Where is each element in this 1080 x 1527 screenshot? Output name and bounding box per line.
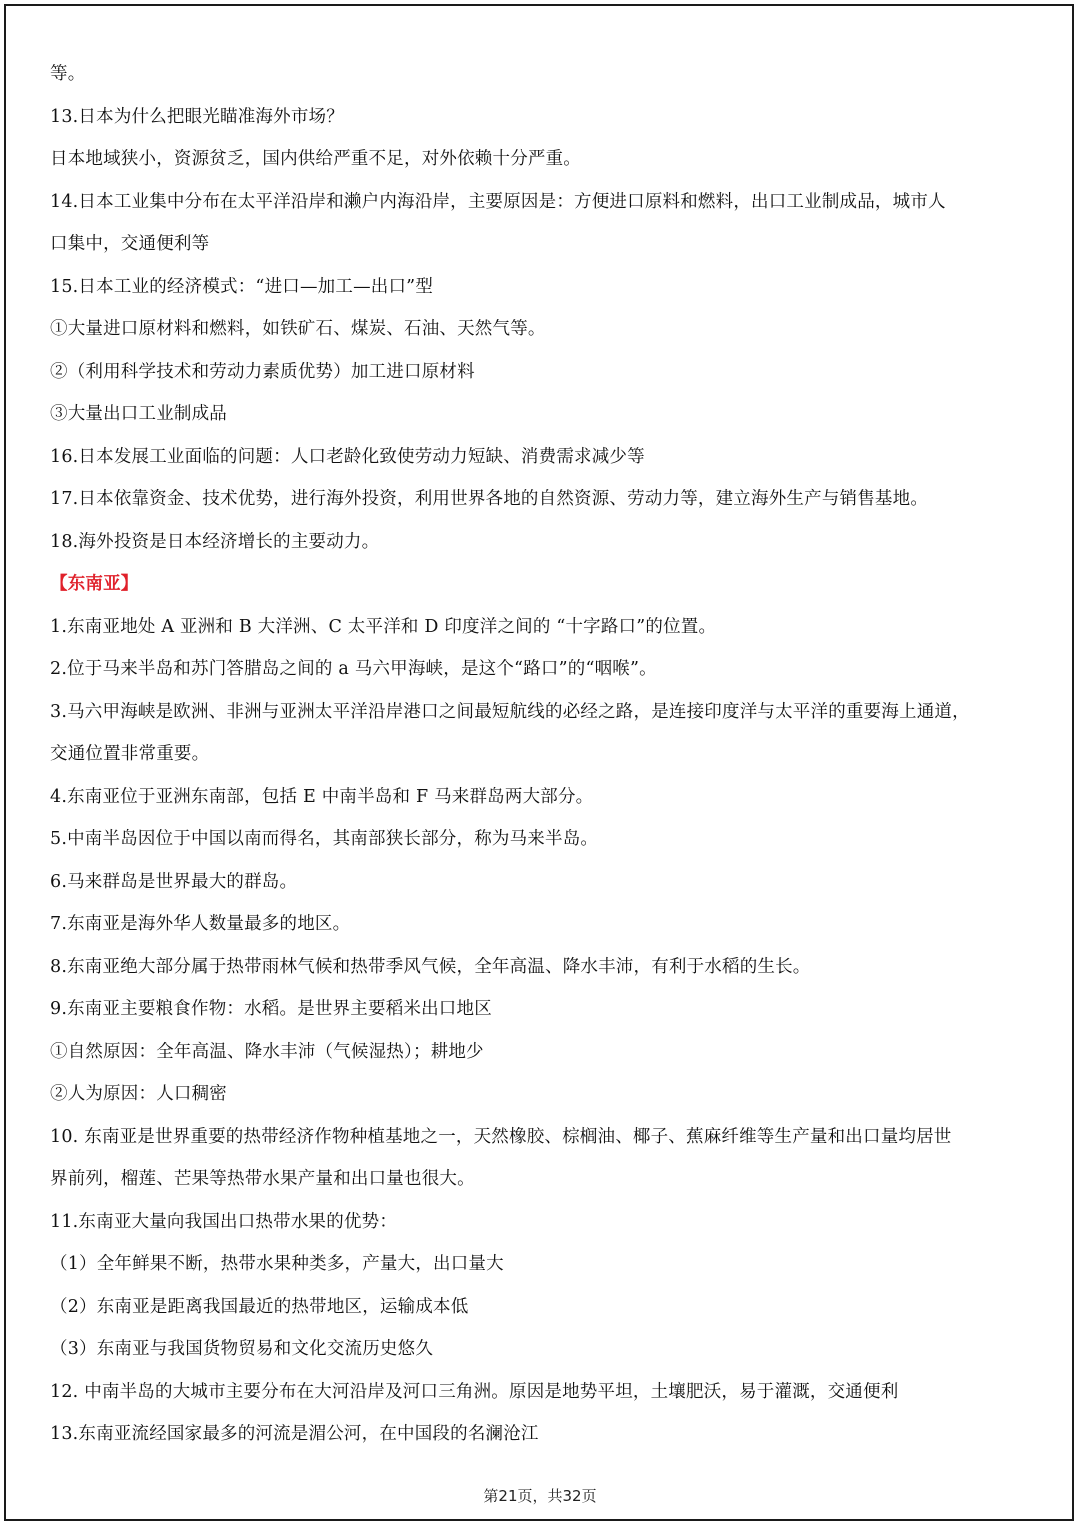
item-3: 3.马六甲海峡是欧洲、非洲与亚洲太平洋沿岸港口之间最短航线的必经之路，是连接印度洋与太平洋的重要海上通道， — [50, 701, 970, 722]
sub-item: （2）东南亚是距离我国最近的热带地区，运输成本低 — [50, 1296, 469, 1317]
page-number: 第21页，共32页 — [483, 1487, 597, 1505]
item-18: 18.海外投资是日本经济增长的主要动力。 — [50, 531, 380, 552]
item-13: 13.东南亚流经国家最多的河流是湄公河，在中国段的名澜沧江 — [50, 1424, 539, 1444]
sub-item: ①大量进口原材料和燃料，如铁矿石、煤炭、石油、天然气等。 — [50, 319, 546, 339]
item-8: 8.东南亚绝大部分属于热带雨林气候和热带季风气候，全年高温、降水丰沛，有利于水稻的生长。 — [50, 956, 811, 977]
text-line: 等。 — [50, 64, 86, 84]
item-5: 5.中南半岛因位于中国以南而得名，其南部狭长部分，称为马来半岛。 — [50, 829, 599, 849]
answer-line: 日本地域狭小，资源贫乏，国内供给严重不足，对外依赖十分严重。 — [50, 149, 581, 169]
section-heading-southeast-asia: 【东南亚】 — [50, 574, 139, 594]
sub-item: （1）全年鲜果不断，热带水果种类多，产量大，出口量大 — [50, 1254, 504, 1274]
sub-item: ③大量出口工业制成品 — [50, 404, 227, 424]
item-17: 17.日本依靠资金、技术优势，进行海外投资，利用世界各地的自然资源、劳动力等，建立海外生产与销售基地。 — [50, 489, 929, 509]
sub-item: ②人为原因：人口稠密 — [50, 1084, 227, 1104]
item-10: 10. 东南亚是世界重要的热带经济作物种植基地之一，天然橡胶、棕榈油、椰子、蕉麻纤维等生产量和出口量均居世 — [50, 1126, 952, 1147]
item-7: 7.东南亚是海外华人数量最多的地区。 — [50, 914, 351, 934]
item-6: 6.马来群岛是世界最大的群岛。 — [50, 871, 298, 892]
item-16: 16.日本发展工业面临的问题：人口老龄化致使劳动力短缺、消费需求减少等 — [50, 446, 645, 467]
sub-item: ②（利用科学技术和劳动力素质优势）加工进口原材料 — [50, 361, 475, 382]
item-2: 2.位于马来半岛和苏门答腊岛之间的 a 马六甲海峡，是这个“路口”的“咽喉”。 — [50, 659, 657, 679]
item-12: 12. 中南半岛的大城市主要分布在大河沿岸及河口三角洲。原因是地势平坦，土壤肥沃，易于灌溉，交通便利 — [50, 1381, 899, 1402]
item-11: 11.东南亚大量向我国出口热带水果的优势： — [50, 1211, 398, 1232]
item-14-continued: 口集中，交通便利等 — [50, 234, 210, 254]
question-13-japan: 13.日本为什么把眼光瞄准海外市场？ — [50, 106, 344, 127]
item-14: 14.日本工业集中分布在太平洋沿岸和濑户内海沿岸，主要原因是：方便进口原料和燃料，出口工业制成品，城市人 — [50, 191, 946, 212]
item-3-continued: 交通位置非常重要。 — [50, 744, 210, 764]
sub-item: （3）东南亚与我国货物贸易和文化交流历史悠久 — [50, 1339, 434, 1359]
item-9: 9.东南亚主要粮食作物：水稻。是世界主要稻米出口地区 — [50, 999, 492, 1019]
item-15: 15.日本工业的经济模式：“进口—加工—出口”型 — [50, 276, 434, 297]
item-4: 4.东南亚位于亚洲东南部，包括 E 中南半岛和 F 马来群岛两大部分。 — [50, 786, 594, 807]
item-10-continued: 界前列，榴莲、芒果等热带水果产量和出口量也很大。 — [50, 1169, 475, 1189]
document-body — [50, 53, 1035, 1456]
sub-item: ①自然原因：全年高温、降水丰沛（气候湿热）；耕地少 — [50, 1041, 484, 1062]
item-1: 1.东南亚地处 A 亚洲和 B 大洋洲、C 太平洋和 D 印度洋之间的 “十字路口”的位置。 — [50, 616, 717, 637]
